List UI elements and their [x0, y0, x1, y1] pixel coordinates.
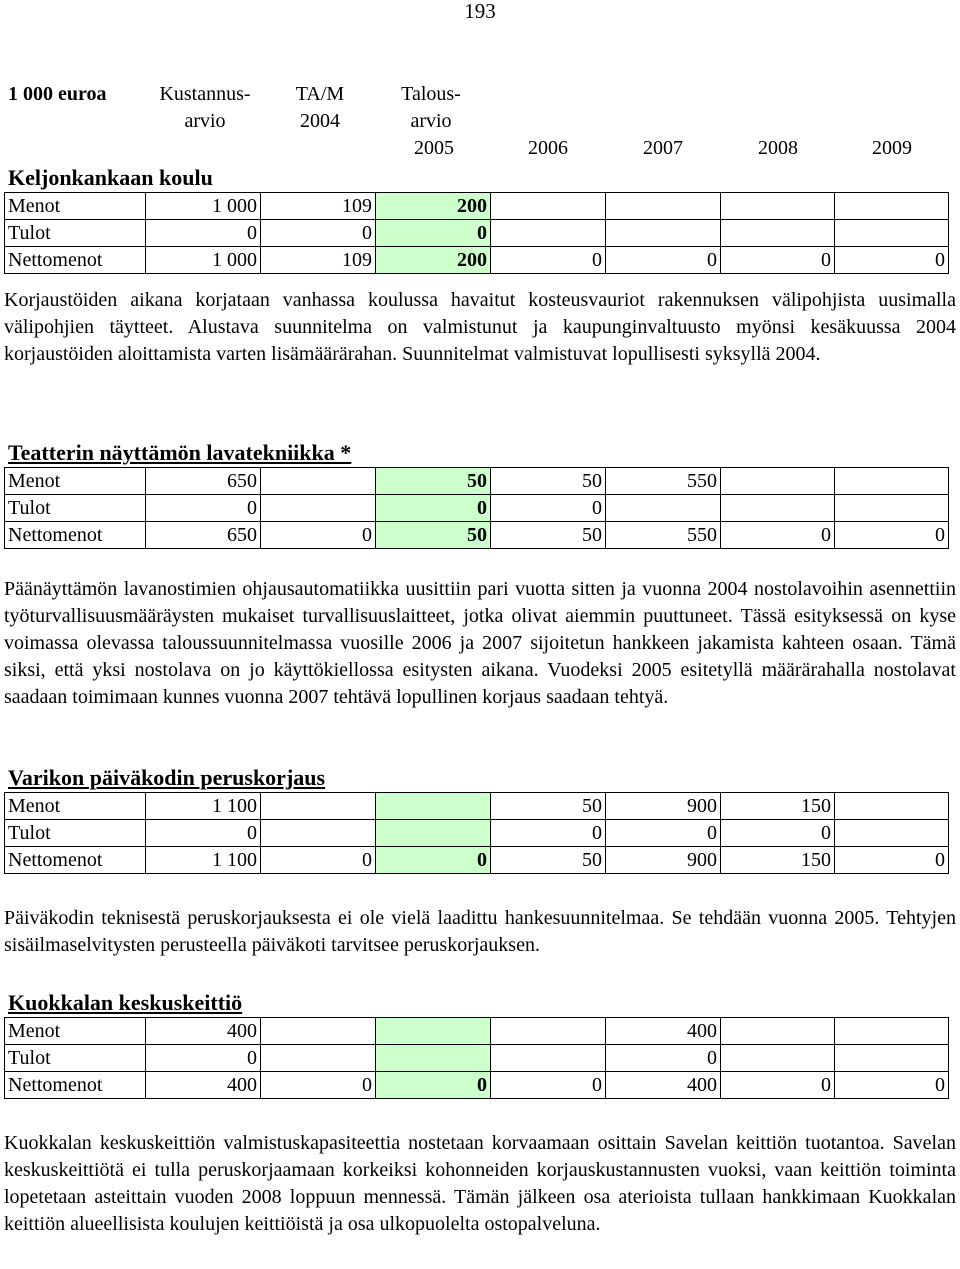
- cell-2008: [721, 1018, 835, 1045]
- cell-ta-m-2004: [261, 793, 376, 820]
- cell-budget-2005: 50: [376, 522, 491, 549]
- cell-cost-estimate: 0: [146, 820, 261, 847]
- cell-budget-2005: 50: [376, 468, 491, 495]
- cell-cost-estimate: 1 100: [146, 847, 261, 874]
- header-unit: 1 000 euroa: [8, 83, 107, 105]
- cell-2009: [835, 220, 949, 247]
- cell-ta-m-2004: 109: [261, 247, 376, 274]
- cell-ta-m-2004: [261, 468, 376, 495]
- cell-2009: 0: [835, 847, 949, 874]
- header-tam-line2: 2004: [300, 110, 340, 132]
- table-row: [5, 793, 949, 820]
- project-table: [4, 1017, 949, 1099]
- cell-2006: [491, 220, 606, 247]
- cell-2007: [606, 193, 721, 220]
- page-number: 193: [464, 0, 496, 23]
- cell-2007: 0: [606, 1045, 721, 1072]
- table-row: [5, 522, 949, 549]
- cell-2006: 0: [491, 247, 606, 274]
- cell-label: Tulot: [5, 1045, 146, 1072]
- cell-budget-2005: 0: [376, 1072, 491, 1099]
- cell-2009: [835, 1018, 949, 1045]
- cell-budget-2005: [376, 820, 491, 847]
- cell-2007: 550: [606, 522, 721, 549]
- cell-cost-estimate: 1 100: [146, 793, 261, 820]
- cell-label: Menot: [5, 1018, 146, 1045]
- cell-label: Nettomenot: [5, 247, 146, 274]
- header-2007: 2007: [643, 137, 683, 159]
- cell-ta-m-2004: [261, 820, 376, 847]
- cell-2009: 0: [835, 1072, 949, 1099]
- cell-ta-m-2004: [261, 495, 376, 522]
- cell-2007: 400: [606, 1018, 721, 1045]
- cell-2009: [835, 468, 949, 495]
- header-2006: 2006: [528, 137, 568, 159]
- cell-budget-2005: [376, 1018, 491, 1045]
- project-description: Kuokkalan keskuskeittiön valmistuskapasiteettia nostetaan korvaamaan osittain Savelan keittiön tuotantoa. Savelan keskuskeittiötä ei tulla peruskorjaamaan korkeiksi kohonneiden korjauskustannusten vuoksi, vaan keittiön toiminta lopetetaan asteittain vuoden 2008 loppuun mennessä. Tämän jälkeen osa aterioista tullaan hankkimaan Kuokkalan keittiön alueellisista koulujen keittiöistä ja osa ulkopuolelta ostopalveluna.: [4, 1132, 956, 1235]
- cell-label: Menot: [5, 468, 146, 495]
- cell-2008: 0: [721, 1072, 835, 1099]
- cell-label: Tulot: [5, 820, 146, 847]
- cell-2009: [835, 495, 949, 522]
- cell-cost-estimate: 0: [146, 1045, 261, 1072]
- project-table: [4, 792, 949, 874]
- cell-label: Menot: [5, 193, 146, 220]
- cell-2006: 0: [491, 495, 606, 522]
- project-description: Korjaustöiden aikana korjataan vanhassa koulussa havaitut kosteusvauriot rakennuksen välipohjista uusimalla välipohjien täytteet. Alustava suunnitelma on valmistunut ja kaupunginvaltuusto myönsi kesäkuussa 2004 korjaustöiden aloittamista varten lisämäärärahan. Suunnitelmat valmistuvat lopullisesti syksyllä 2004.: [4, 289, 956, 365]
- cell-budget-2005: 200: [376, 193, 491, 220]
- table-row: [5, 193, 949, 220]
- cell-2008: [721, 1045, 835, 1072]
- header-2009: 2009: [872, 137, 912, 159]
- cell-2008: 150: [721, 793, 835, 820]
- project-description: Päiväkodin teknisestä peruskorjauksesta ei ole vielä laadittu hankesuunnitelmaa. Se tehdään vuonna 2005. Tehtyjen sisäilmaselvitysten perusteella päiväkoti tarvitsee peruskorjauksen.: [4, 907, 956, 956]
- cell-cost-estimate: 0: [146, 220, 261, 247]
- cell-2006: 0: [491, 820, 606, 847]
- project-table: [4, 467, 949, 549]
- cell-budget-2005: 200: [376, 247, 491, 274]
- table-row: [5, 220, 949, 247]
- cell-2009: 0: [835, 522, 949, 549]
- cell-budget-2005: [376, 793, 491, 820]
- cell-2006: [491, 1018, 606, 1045]
- project-title: Keljonkankaan koulu: [8, 165, 213, 190]
- header-cost-estimate-line2: arvio: [184, 110, 226, 132]
- cell-2008: [721, 468, 835, 495]
- header-budget-line1: Talous-: [401, 83, 461, 105]
- cell-cost-estimate: 400: [146, 1018, 261, 1045]
- cell-ta-m-2004: 0: [261, 847, 376, 874]
- cell-ta-m-2004: 109: [261, 193, 376, 220]
- project-table: [4, 192, 949, 274]
- header-budget-year: 2005: [414, 137, 454, 159]
- cell-ta-m-2004: [261, 1045, 376, 1072]
- project-description: Päänäyttämön lavanostimien ohjausautomatiikka uusittiin pari vuotta sitten ja vuonna 2004 nostolavoihin asennettiin työturvallisuusmääräysten mukaiset turvallisuuslaitteet, jotka olivat aiemmin puuttuneet. Tässä esityksessä on kyse voimassa olevassa taloussuunnitelmassa vuosille 2006 ja 2007 sijoitetun hankkeen jakamista kahteen osaan. Tämä siksi, että yksi nostolava on jo käyttökiellossa esitysten aikana. Vuodeksi 2005 esitetyllä määrärahalla nostolavat saadaan toimimaan kunnes vuonna 2007 tehtävä lopullinen korjaus saadaan tehtyä.: [4, 578, 956, 708]
- project-title: Varikon päiväkodin peruskorjaus: [8, 765, 326, 790]
- cell-2007: 0: [606, 247, 721, 274]
- cell-budget-2005: 0: [376, 220, 491, 247]
- header-cost-estimate-line1: Kustannus-: [159, 83, 251, 105]
- cell-ta-m-2004: [261, 1018, 376, 1045]
- cell-2008: 0: [721, 820, 835, 847]
- project-title: Kuokkalan keskuskeittiö: [8, 990, 243, 1015]
- table-row: [5, 1018, 949, 1045]
- cell-2009: [835, 1045, 949, 1072]
- table-row: [5, 1072, 949, 1099]
- cell-2007: 900: [606, 793, 721, 820]
- cell-2006: 50: [491, 793, 606, 820]
- cell-2009: 0: [835, 247, 949, 274]
- cell-cost-estimate: 1 000: [146, 193, 261, 220]
- cell-2008: [721, 220, 835, 247]
- cell-cost-estimate: 650: [146, 522, 261, 549]
- cell-2008: 0: [721, 522, 835, 549]
- cell-label: Tulot: [5, 220, 146, 247]
- header-2008: 2008: [758, 137, 798, 159]
- cell-label: Menot: [5, 793, 146, 820]
- cell-ta-m-2004: 0: [261, 1072, 376, 1099]
- cell-2006: [491, 193, 606, 220]
- cell-2007: 900: [606, 847, 721, 874]
- cell-2008: [721, 193, 835, 220]
- cell-2007: [606, 495, 721, 522]
- cell-budget-2005: 0: [376, 847, 491, 874]
- cell-2006: 50: [491, 847, 606, 874]
- cell-2009: [835, 193, 949, 220]
- table-row: [5, 820, 949, 847]
- cell-label: Nettomenot: [5, 522, 146, 549]
- cell-2007: [606, 220, 721, 247]
- table-row: [5, 468, 949, 495]
- cell-budget-2005: [376, 1045, 491, 1072]
- header-tam-line1: TA/M: [295, 83, 345, 105]
- table-row: [5, 247, 949, 274]
- cell-2006: 0: [491, 1072, 606, 1099]
- cell-2007: 0: [606, 820, 721, 847]
- cell-2008: 150: [721, 847, 835, 874]
- cell-cost-estimate: 650: [146, 468, 261, 495]
- table-row: [5, 495, 949, 522]
- cell-2008: [721, 495, 835, 522]
- table-row: [5, 1045, 949, 1072]
- cell-label: Nettomenot: [5, 847, 146, 874]
- cell-2007: 550: [606, 468, 721, 495]
- cell-label: Nettomenot: [5, 1072, 146, 1099]
- cell-ta-m-2004: 0: [261, 220, 376, 247]
- cell-label: Tulot: [5, 495, 146, 522]
- cell-cost-estimate: 0: [146, 495, 261, 522]
- cell-2009: [835, 793, 949, 820]
- header-budget-line2: arvio: [410, 110, 452, 132]
- cell-2008: 0: [721, 247, 835, 274]
- cell-2006: 50: [491, 468, 606, 495]
- cell-2009: [835, 820, 949, 847]
- cell-2007: 400: [606, 1072, 721, 1099]
- project-title: Teatterin näyttämön lavatekniikka *: [8, 440, 352, 465]
- cell-cost-estimate: 400: [146, 1072, 261, 1099]
- cell-2006: 50: [491, 522, 606, 549]
- cell-ta-m-2004: 0: [261, 522, 376, 549]
- cell-cost-estimate: 1 000: [146, 247, 261, 274]
- cell-2006: [491, 1045, 606, 1072]
- table-row: [5, 847, 949, 874]
- cell-budget-2005: 0: [376, 495, 491, 522]
